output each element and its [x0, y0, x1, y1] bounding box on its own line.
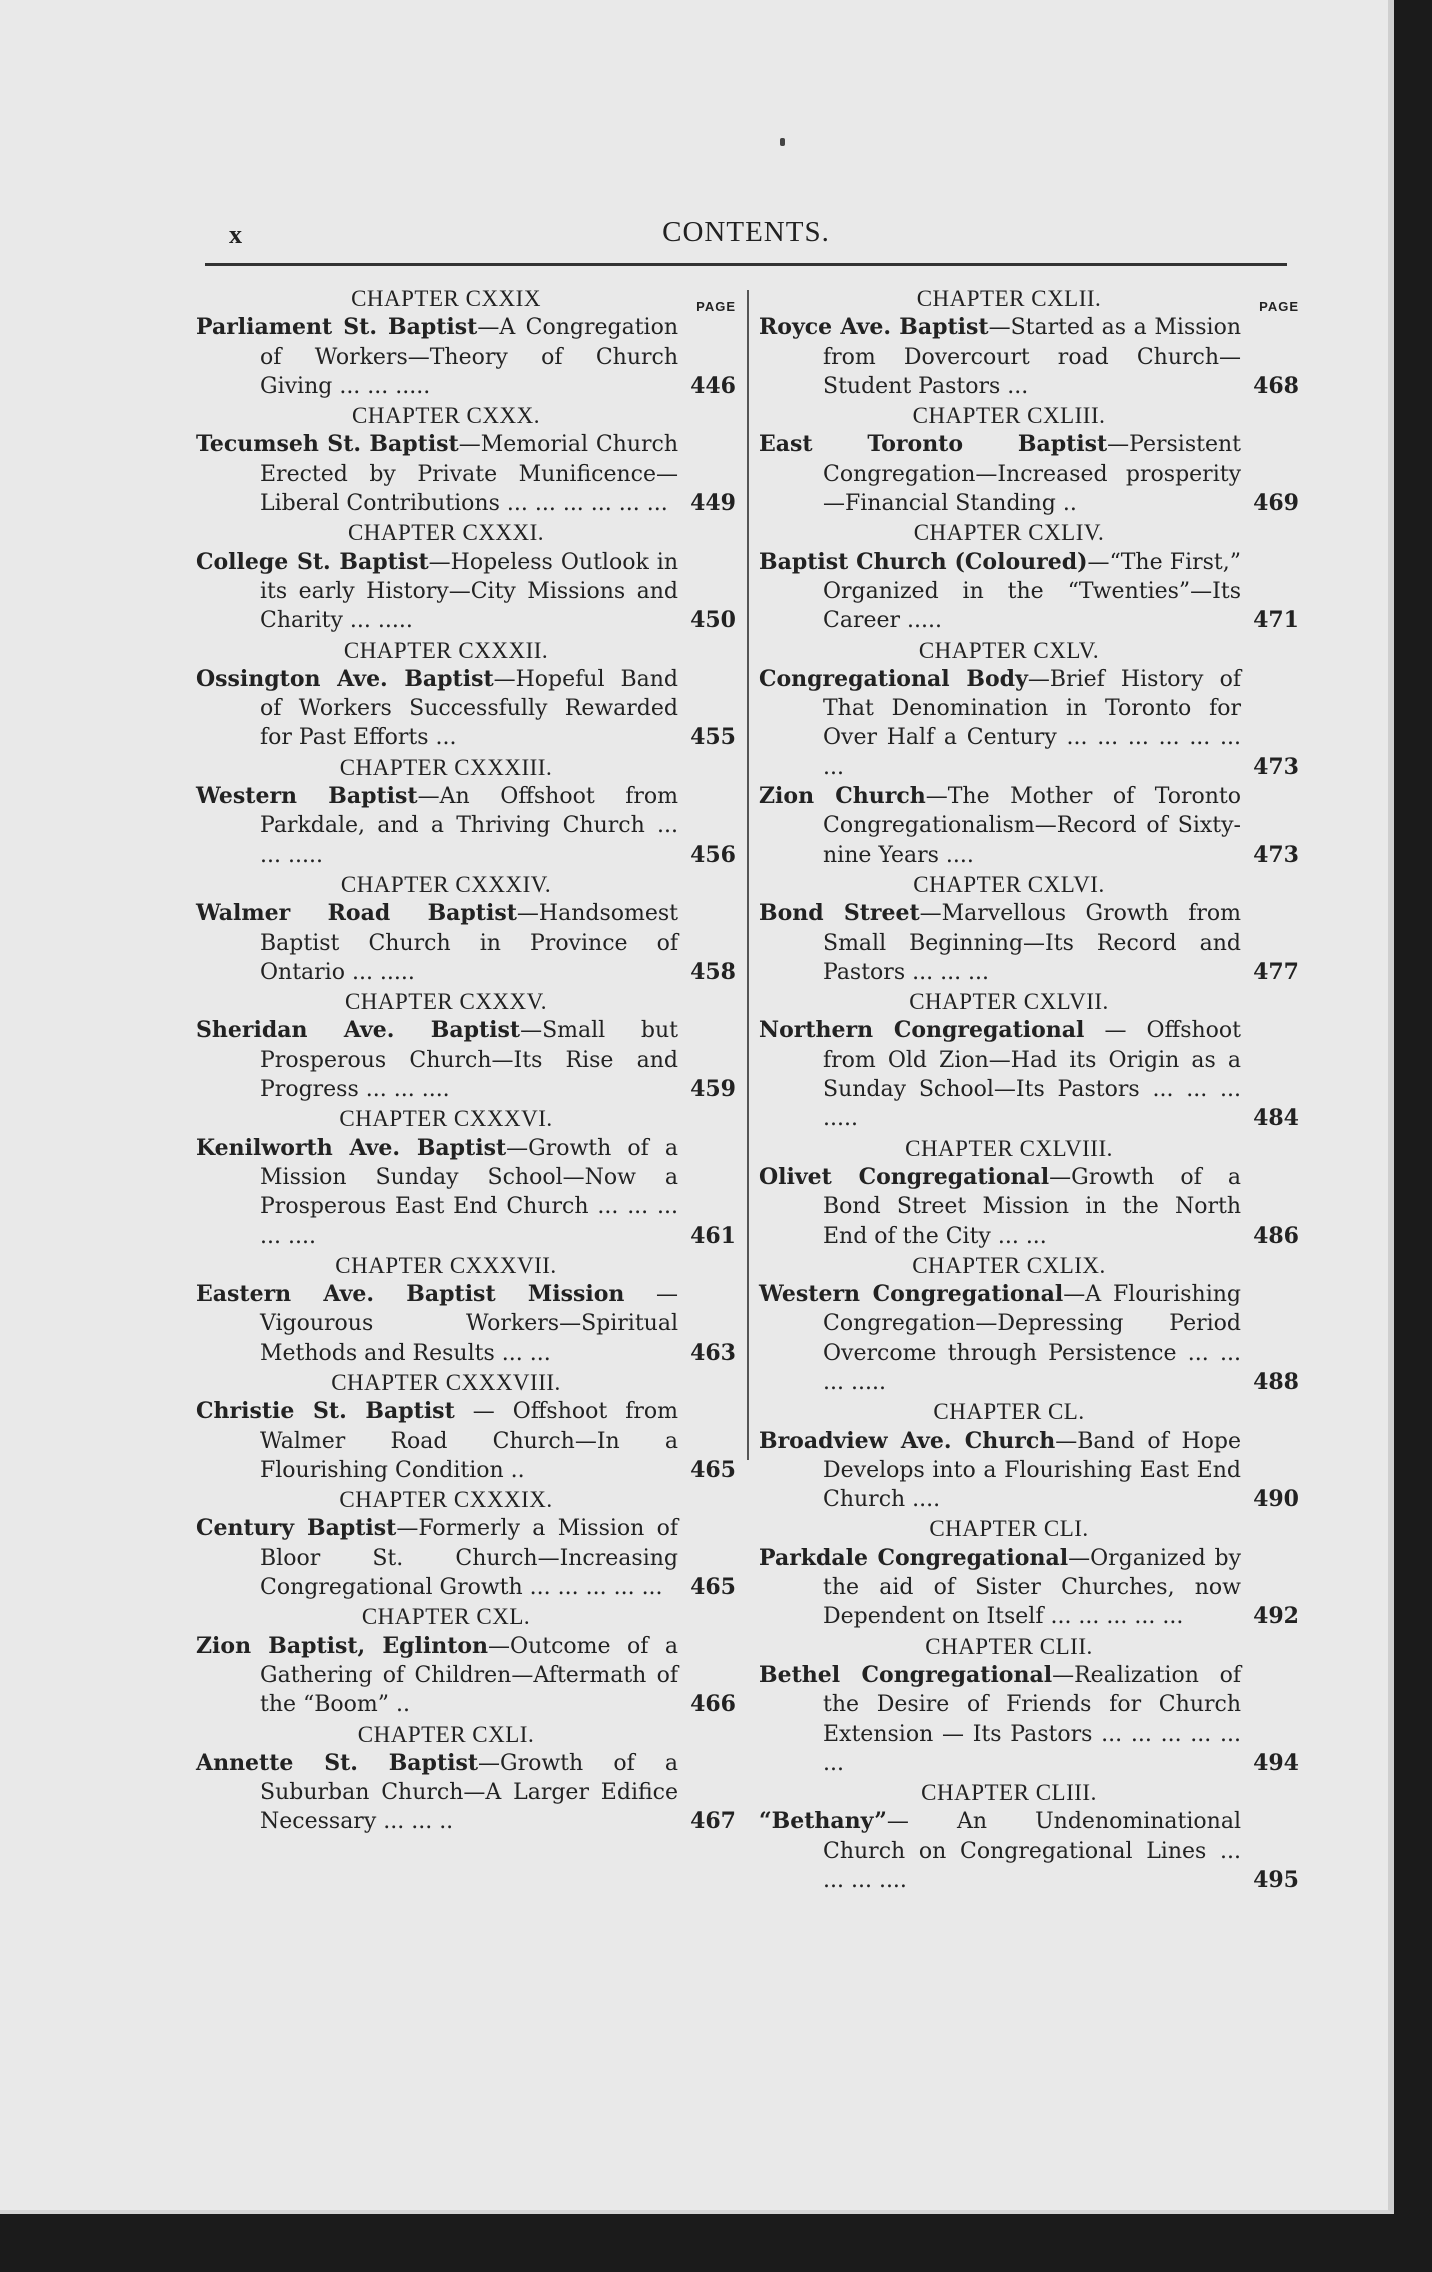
- page-reference: 473: [1253, 753, 1299, 780]
- description-text: —Small but Prosperous Church—Its Rise and Progress ... ... ....: [260, 1018, 678, 1103]
- church-name: College St. Baptist: [196, 548, 429, 575]
- page-reference: 495: [1253, 1867, 1299, 1894]
- page-reference: 461: [690, 1222, 736, 1249]
- description-text: —Band of Hope Develops into a Flourishing East End Church ....: [823, 1428, 1241, 1513]
- church-name: Bond Street: [759, 900, 920, 927]
- description-text: —An Offshoot from Parkdale, and a Thriving Church ... ... .....: [260, 784, 678, 868]
- chapter-description: [196, 782, 736, 870]
- page-column-label: PAGE: [1259, 299, 1299, 314]
- page-reference: 455: [690, 724, 736, 751]
- church-name: Eastern Ave. Baptist Mission: [196, 1281, 625, 1308]
- contents-entry: [196, 753, 736, 870]
- church-name: Zion Church: [759, 783, 926, 810]
- page-reference: 477: [1253, 958, 1299, 985]
- description-text: —Growth of a Mission Sunday School—Now a Prosperous East End Church ... ... ... ... ....: [260, 1135, 678, 1249]
- page-reference: 490: [1253, 1486, 1299, 1513]
- church-name: Kenilworth Ave. Baptist: [196, 1134, 507, 1161]
- page-reference: 450: [690, 607, 736, 634]
- chapter-description: [759, 313, 1299, 401]
- chapter-description: [196, 313, 736, 401]
- description-text: —Growth of a Suburban Church—A Larger Edifice Necessary ... ... ..: [260, 1750, 678, 1835]
- page-column-label: PAGE: [696, 299, 736, 314]
- description-text: —Brief History of That Denomination in Toronto for Over Half a Century ... ... ... ... ... ... ...: [823, 666, 1241, 780]
- page-reference: 469: [1253, 490, 1299, 517]
- chapter-description: [759, 1016, 1299, 1133]
- church-name: Baptist Church (Coloured): [759, 548, 1088, 575]
- page-reference: 459: [690, 1076, 736, 1103]
- description-text: —Started as a Mission from Dovercourt road Church—Student Pastors ...: [823, 315, 1241, 399]
- page-reference: 465: [690, 1574, 736, 1601]
- chapter-description: [196, 1397, 736, 1485]
- contents-entry: [759, 518, 1299, 635]
- entries-right: [759, 284, 1299, 1895]
- chapter-heading: CHAPTER CXLII.: [916, 286, 1102, 311]
- chapter-heading: CHAPTER CXXXII.: [343, 637, 549, 663]
- contents-entry: [196, 1251, 736, 1368]
- chapter-description: [759, 1544, 1299, 1632]
- page-reference: 484: [1253, 1105, 1299, 1132]
- contents-entry: [196, 870, 736, 987]
- contents-entry: [759, 636, 1299, 782]
- chapter-heading: CHAPTER CXLIV.: [913, 520, 1105, 546]
- chapter-heading: CHAPTER CXXXI.: [347, 520, 545, 546]
- chapter-heading: CHAPTER CXXXIII.: [339, 754, 553, 780]
- church-name: Christie St. Baptist: [196, 1398, 455, 1425]
- description-text: —Hopeful Band of Workers Successfully Rewarded for Past Efforts ...: [260, 666, 678, 751]
- page-reference: 486: [1253, 1222, 1299, 1249]
- description-text: —Handsomest Baptist Church in Province of Ontario ... .....: [260, 901, 678, 985]
- contents-entry: [759, 1134, 1299, 1251]
- description-text: —Growth of a Bond Street Mission in the North End of the City ... ...: [823, 1164, 1241, 1249]
- contents-entry: [759, 987, 1299, 1133]
- contents-entry: [196, 401, 736, 518]
- chapter-description: [196, 1749, 736, 1837]
- description-text: —Formerly a Mission of Bloor St. Church—Increasing Congregational Growth ... ... ... ... ...: [260, 1516, 678, 1601]
- page-reference: 463: [690, 1339, 736, 1366]
- contents-entry: [196, 284, 736, 401]
- page-reference: 458: [690, 958, 736, 985]
- contents-column-left: [196, 284, 736, 1837]
- chapter-description: [759, 899, 1299, 987]
- chapter-heading: CHAPTER CXLV.: [918, 637, 1100, 663]
- contents-entry: [759, 782, 1299, 870]
- chapter-heading: CHAPTER CXXXVII.: [335, 1252, 557, 1278]
- church-name: Walmer Road Baptist: [196, 900, 517, 927]
- chapter-description: [196, 1016, 736, 1104]
- header-rule: [205, 263, 1287, 266]
- chapter-description: [196, 1134, 736, 1251]
- chapter-heading: CHAPTER CXLIII.: [912, 403, 1106, 429]
- contents-entry: [196, 987, 736, 1104]
- chapter-heading: CHAPTER CXXIX: [351, 286, 541, 311]
- entries-left: [196, 284, 736, 1837]
- contents-entry: [196, 1104, 736, 1250]
- page-reference: 492: [1253, 1603, 1299, 1630]
- ink-speck: [780, 138, 785, 146]
- contents-entry: [759, 284, 1299, 401]
- page-reference: 467: [690, 1808, 736, 1835]
- chapter-description: [196, 430, 736, 518]
- chapter-heading: CHAPTER CXLVII.: [909, 989, 1109, 1015]
- chapter-description: [196, 1280, 736, 1368]
- contents-entry: [759, 401, 1299, 518]
- page-number: x: [229, 220, 242, 249]
- contents-column-right: [759, 284, 1299, 1895]
- contents-entry: [196, 1485, 736, 1602]
- contents-entry: [196, 1602, 736, 1719]
- chapter-heading: CHAPTER CXXX.: [352, 403, 540, 429]
- description-text: —“The First,” Organized in the “Twenties”—Its Career .....: [823, 549, 1241, 634]
- church-name: East Toronto Baptist: [759, 431, 1108, 458]
- contents-entry: [196, 518, 736, 635]
- chapter-heading: CHAPTER CXL.: [361, 1604, 531, 1630]
- church-name: “Bethany”: [759, 1808, 887, 1835]
- description-text: —A Flourishing Congregation—Depressing Period Overcome through Persistence ... ... ... .....: [823, 1282, 1241, 1395]
- chapter-heading: CHAPTER CXXXIX.: [339, 1487, 553, 1513]
- chapter-description: [196, 1632, 736, 1720]
- church-name: Royce Ave. Baptist: [759, 314, 989, 341]
- chapter-description: [196, 1514, 736, 1602]
- chapter-heading: CHAPTER CLII.: [925, 1633, 1093, 1659]
- page-reference: 488: [1253, 1368, 1299, 1395]
- description-text: —The Mother of Toronto Congregationalism—Record of Sixty-nine Years ....: [823, 784, 1241, 868]
- description-text: — An Undenominational Church on Congregational Lines ... ... ... ....: [823, 1809, 1241, 1894]
- church-name: Tecumseh St. Baptist: [196, 431, 459, 458]
- church-name: Western Congregational: [759, 1281, 1064, 1308]
- page-reference: 473: [1253, 841, 1299, 868]
- contents-entry: [759, 1514, 1299, 1631]
- chapter-description: [196, 899, 736, 987]
- description-text: —Realization of the Desire of Friends for Church Extension — Its Pastors ... ... ... ... ... ...: [823, 1662, 1241, 1776]
- description-text: —Persistent Congregation—Increased prosperity—Financial Standing ..: [823, 432, 1241, 517]
- description-text: — Vigourous Workers—Spiritual Methods and Results ... ...: [260, 1282, 678, 1366]
- page-reference: 449: [690, 490, 736, 517]
- contents-entry: [759, 870, 1299, 987]
- contents-entry: [759, 1251, 1299, 1397]
- page-reference: 468: [1253, 372, 1299, 399]
- running-header: [205, 214, 1287, 260]
- description-text: —Outcome of a Gathering of Children—Aftermath of the “Boom” ..: [260, 1633, 679, 1718]
- page-reference: 466: [690, 1691, 736, 1718]
- description-text: — Offshoot from Old Zion—Had its Origin as a Sunday School—Its Pastors ... ... ... .....: [823, 1018, 1241, 1132]
- chapter-description: [759, 1163, 1299, 1251]
- church-name: Broadview Ave. Church: [759, 1427, 1056, 1454]
- chapter-description: [759, 1661, 1299, 1778]
- church-name: Bethel Congregational: [759, 1661, 1053, 1688]
- description-text: —Memorial Church Erected by Private Munificence—Liberal Contributions ... ... ... ... ... ...: [260, 432, 678, 517]
- page-reference: 471: [1253, 607, 1299, 634]
- contents-entry: [759, 1778, 1299, 1895]
- chapter-heading: CHAPTER CLI.: [929, 1516, 1089, 1542]
- contents-entry: [759, 1397, 1299, 1514]
- chapter-description: [759, 1427, 1299, 1515]
- chapter-heading: CHAPTER CL.: [933, 1399, 1085, 1425]
- contents-entry: [196, 1720, 736, 1837]
- chapter-heading: CHAPTER CXLIX.: [912, 1252, 1106, 1278]
- church-name: Sheridan Ave. Baptist: [196, 1017, 521, 1044]
- chapter-description: [759, 665, 1299, 782]
- description-text: —Marvellous Growth from Small Beginning—Its Record and Pastors ... ... ...: [823, 901, 1242, 985]
- chapter-heading: CHAPTER CXLVI.: [913, 871, 1105, 897]
- chapter-heading: CHAPTER CXLVIII.: [905, 1135, 1113, 1161]
- description-text: — Offshoot from Walmer Road Church—In a Flourishing Condition ..: [260, 1399, 679, 1483]
- church-name: Parkdale Congregational: [759, 1544, 1069, 1571]
- contents-entry: [759, 1632, 1299, 1778]
- chapter-heading: CHAPTER CXXXIV.: [340, 871, 552, 897]
- church-name: Congregational Body: [759, 665, 1028, 692]
- chapter-heading: CHAPTER CLIII.: [921, 1780, 1097, 1806]
- church-name: Olivet Congregational: [759, 1163, 1050, 1190]
- description-text: —Organized by the aid of Sister Churches, now Dependent on Itself ... ... ... ... ...: [823, 1545, 1241, 1630]
- chapter-description: [759, 548, 1299, 636]
- chapter-heading: CHAPTER CXLI.: [357, 1721, 535, 1747]
- column-divider: [747, 290, 749, 1460]
- church-name: Annette St. Baptist: [196, 1749, 479, 1776]
- chapter-description: [196, 548, 736, 636]
- page-reference: 446: [690, 372, 736, 399]
- description-text: —Hopeless Outlook in its early History—City Missions and Charity ... .....: [260, 549, 678, 634]
- page-reference: 456: [690, 841, 736, 868]
- contents-entry: [196, 1368, 736, 1485]
- description-text: —A Congregation of Workers—Theory of Church Giving ... ... .....: [260, 315, 678, 399]
- chapter-heading: CHAPTER CXXXVI.: [339, 1106, 553, 1132]
- page-reference: 494: [1253, 1749, 1299, 1776]
- contents-entry: [196, 636, 736, 753]
- church-name: Western Baptist: [196, 783, 418, 810]
- church-name: Ossington Ave. Baptist: [196, 665, 494, 692]
- church-name: Zion Baptist, Eglinton: [196, 1632, 489, 1659]
- page-title: CONTENTS.: [662, 216, 830, 248]
- chapter-description: [759, 430, 1299, 518]
- church-name: Northern Congregational: [759, 1017, 1085, 1044]
- chapter-description: [759, 782, 1299, 870]
- chapter-heading: CHAPTER CXXXV.: [344, 989, 548, 1015]
- church-name: Parliament St. Baptist: [196, 314, 478, 341]
- chapter-description: [196, 665, 736, 753]
- chapter-description: [759, 1280, 1299, 1397]
- page-reference: 465: [690, 1456, 736, 1483]
- chapter-heading: CHAPTER CXXXVIII.: [331, 1369, 561, 1395]
- church-name: Century Baptist: [196, 1515, 397, 1542]
- chapter-description: [759, 1807, 1299, 1895]
